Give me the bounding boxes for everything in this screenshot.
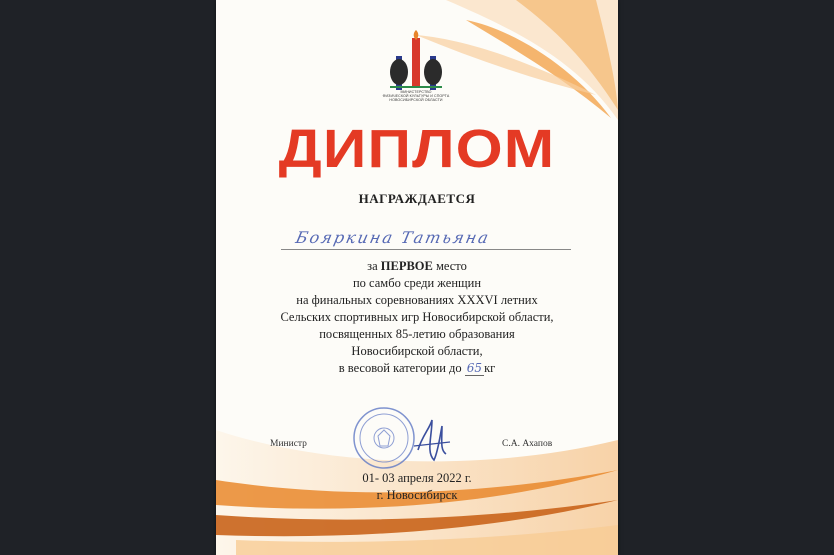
recipient-name: Бояркина Татьяна [293,228,493,247]
weight-value: 65 [466,361,483,375]
diploma-title: ДИПЛОМ [278,119,556,179]
logo-line: МИНИСТЕРСТВО [400,90,432,94]
logo-line: ФИЗИЧЕСКОЙ КУЛЬТУРЫ И СПОРТА [382,94,450,99]
logo-line: НОВОСИБИРСКОЙ ОБЛАСТИ [389,98,443,103]
weight-unit: кг [484,361,496,375]
award-line: на финальных соревнованиях XXXVI летних [296,293,538,307]
award-line-place [216,258,618,275]
award-text [216,258,618,377]
event-city: г. Новосибирск [376,488,458,502]
signer-position: Министр [270,439,307,449]
place-suffix: место [435,259,467,273]
award-line: Новосибирской области, [351,344,483,358]
award-line: по самбо среди женщин [352,276,482,290]
official-seal [352,406,416,470]
signature-scribble [412,416,452,466]
awarded-heading: НАГРАЖДАЕТСЯ [358,191,476,206]
logo-caption [366,90,466,103]
award-line-weight [216,360,618,377]
place-value: ПЕРВОЕ [380,259,433,273]
event-dates-block [216,470,618,504]
name-underline [281,249,571,250]
diploma-page [216,0,618,555]
award-line: Сельских спортивных игр Новосибирской области, [280,310,554,324]
signer-name: С.А. Ахапов [502,439,553,449]
weight-prefix: в весовой категории до [338,361,462,375]
event-dates: 01- 03 апреля 2022 г. [362,471,472,485]
award-line: посвященных 85-летию образования [319,327,515,341]
place-prefix: за [367,259,378,273]
